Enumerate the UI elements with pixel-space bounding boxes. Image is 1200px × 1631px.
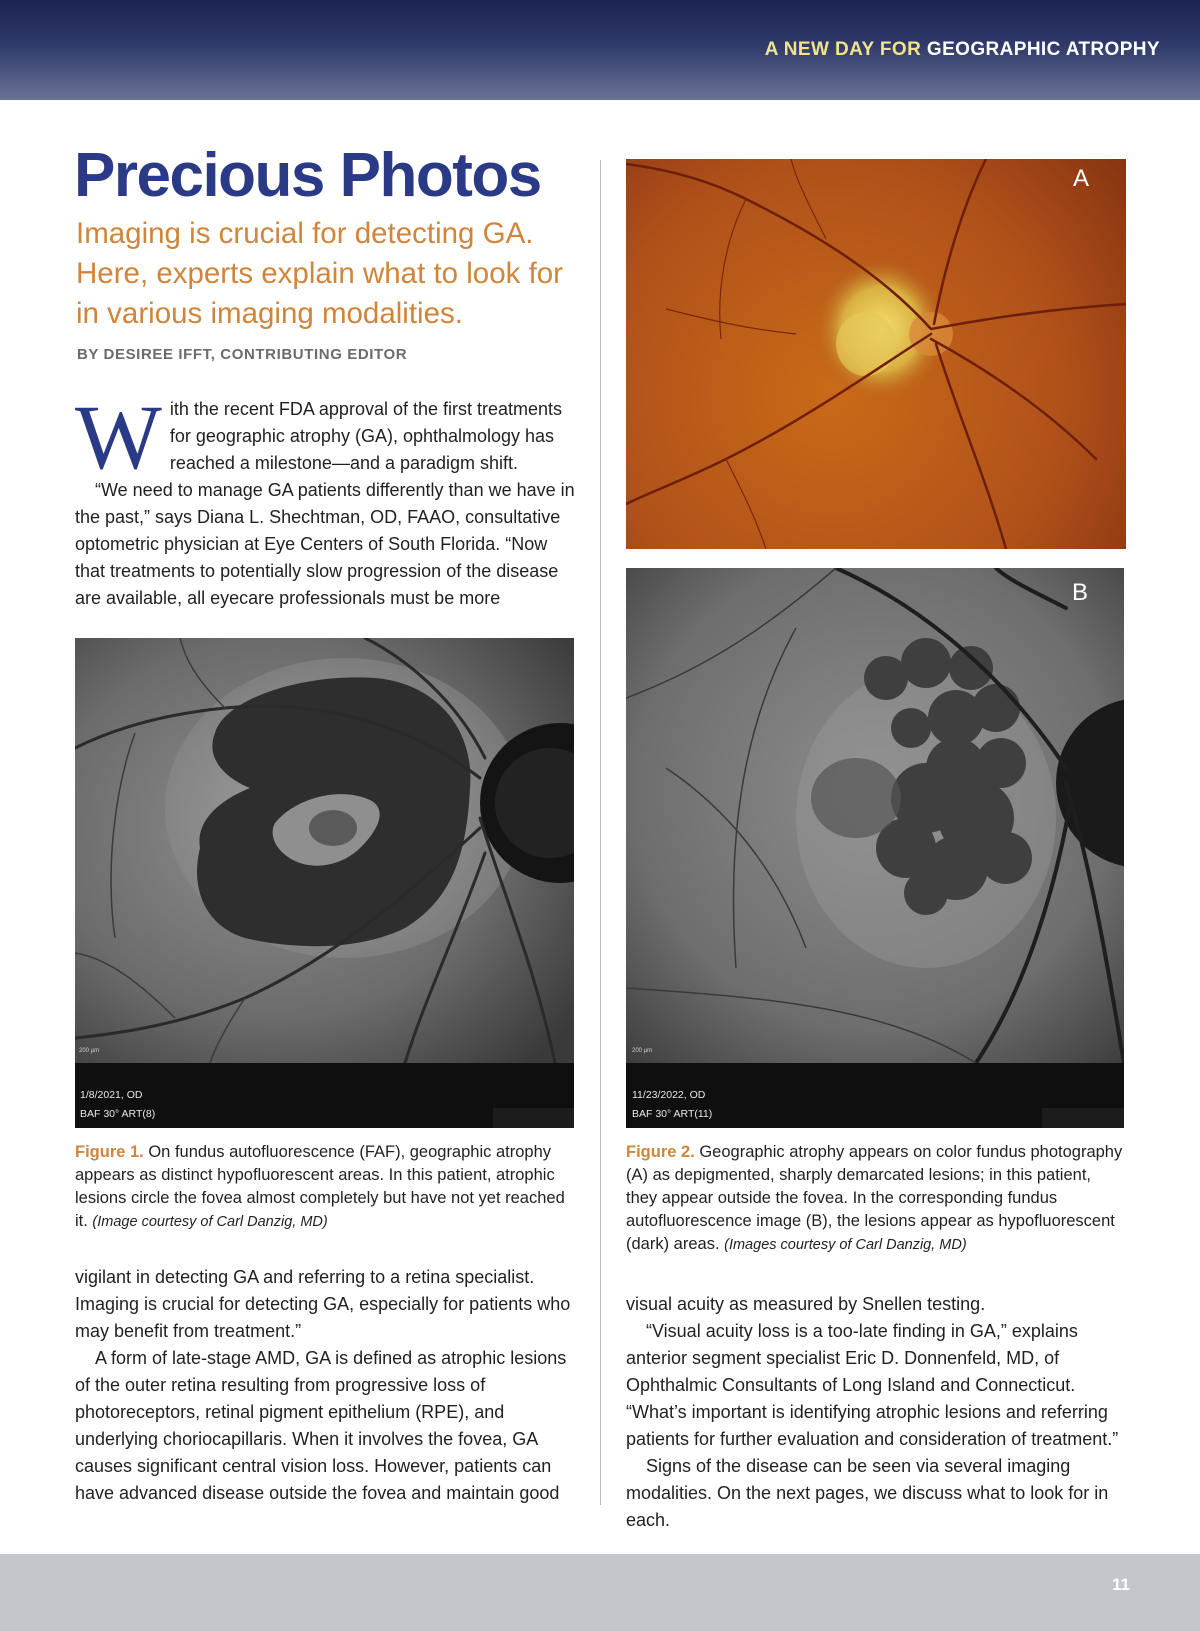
- body-paragraph: visual acuity as measured by Snellen testing.: [626, 1294, 986, 1314]
- section-title-text: GEOGRAPHIC ATROPHY: [926, 39, 1160, 60]
- figure2-caption: [626, 1141, 1126, 1257]
- figure1-faf-image: [75, 638, 574, 1128]
- figure1-label: Figure 1.: [75, 1143, 144, 1161]
- figure2-panel-b-letter: B: [1072, 579, 1089, 606]
- figure2-scale-bar: 200 µm: [632, 1048, 653, 1054]
- section-title: [765, 39, 1160, 61]
- figure1-scale-bar: 200 µm: [79, 1048, 100, 1054]
- header-band: [0, 0, 1200, 100]
- intro-paragraph: “We need to manage GA patients differently than we have in the past,” says Diana L. Shechtman, OD, FAAO, consultative optometric physician at Eye Centers of South Florida. “Now that treatments to potentially slow progression of the disease are available, all eyecare professionals must be more: [75, 480, 575, 608]
- intro-paragraph: ith the recent FDA approval of the first treatments for geographic atrophy (GA), ophthalmology has reached a milestone—and a paradigm shift.: [169, 399, 563, 473]
- figure2-credit: (Images courtesy of Carl Danzig, MD): [724, 1237, 967, 1253]
- footer-band: [0, 1554, 1200, 1631]
- article-title: Precious Photos: [74, 141, 541, 210]
- body-paragraph: A form of late-stage AMD, GA is defined as atrophic lesions of the outer retina resulting from progressive loss of photoreceptors, retinal pigment epithelium (RPE), and underlying choriocapillaris. When it involves the fovea, GA causes significant central vision loss. However, patients can have advanced disease outside the fovea and maintain good: [75, 1348, 567, 1503]
- column-divider: [600, 160, 601, 1505]
- figure2-date: 11/23/2022, OD: [632, 1089, 706, 1101]
- figure1-mode: BAF 30° ART(8): [80, 1108, 156, 1120]
- column1-continued: [75, 1264, 575, 1507]
- body-paragraph: vigilant in detecting GA and referring to a retina specialist. Imaging is crucial for detecting GA, especially for patients who may benefit from treatment.”: [75, 1267, 571, 1341]
- article-dek: Imaging is crucial for detecting GA. Here, experts explain what to look for in various imaging modalities.: [76, 217, 563, 330]
- drop-cap: W: [75, 386, 162, 488]
- page-number: 11: [1112, 1575, 1130, 1594]
- figure1-caption: [75, 1141, 575, 1234]
- figure2-mode: BAF 30° ART(11): [632, 1108, 713, 1120]
- body-paragraph: “Visual acuity loss is a too-late finding in GA,” explains anterior segment specialist Eric D. Donnenfeld, MD, of Ophthalmic Consultants of Long Island and Connecticut. “What’s important is identifying atrophic lesions and referring patients for further evaluation and consideration of treatment.”: [626, 1321, 1119, 1449]
- figure2-panel-a-letter: A: [1073, 165, 1090, 192]
- figure1-caption-text: On fundus autofluorescence (FAF), geographic atrophy appears as distinct hypofluorescent areas. In this patient, atrophic lesions circle the fovea almost completely but have not yet reached it.: [75, 1143, 565, 1230]
- section-title-accent: A NEW DAY FOR: [764, 39, 922, 60]
- intro-text: [75, 386, 575, 612]
- figure2-caption-text: Geographic atrophy appears on color fundus photography (A) as depigmented, sharply demarcated lesions; in this patient, they appear outside the fovea. In the corresponding fundus autofluorescence image (B), the lesions appear as hypofluorescent (dark) areas.: [626, 1143, 1123, 1253]
- figure1-date: 1/8/2021, OD: [80, 1089, 143, 1101]
- figure1-credit: (Image courtesy of Carl Danzig, MD): [92, 1214, 328, 1230]
- column2-continued: [626, 1291, 1128, 1534]
- byline: BY DESIREE IFFT, CONTRIBUTING EDITOR: [77, 346, 408, 363]
- figure2b-faf-image: [626, 568, 1124, 1128]
- body-paragraph: Signs of the disease can be seen via several imaging modalities. On the next pages, we discuss what to look for in each.: [626, 1456, 1109, 1530]
- figure2-label: Figure 2.: [626, 1143, 695, 1161]
- figure2a-color-fundus-image: [626, 159, 1126, 549]
